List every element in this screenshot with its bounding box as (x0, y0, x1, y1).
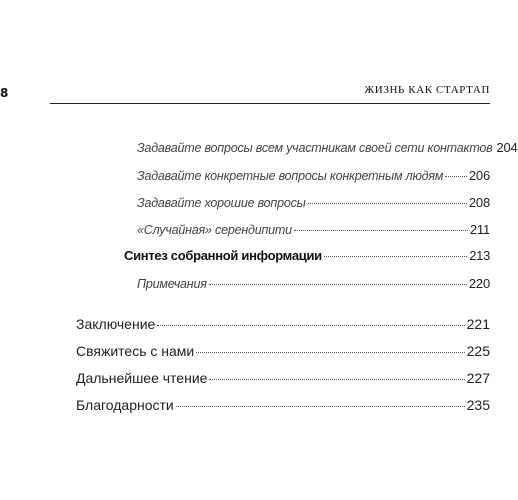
toc-entry-label: Дальнейшее чтение (76, 370, 208, 386)
toc-entry-label: Задавайте хорошие вопросы (137, 196, 306, 210)
toc-entry-label: Благодарности (76, 397, 174, 413)
toc-entry-sub[interactable] (137, 140, 518, 155)
toc-entry-page: 208 (468, 195, 490, 210)
toc-entry-label: «Случайная» серендипити (137, 223, 292, 237)
toc-entry-chapter[interactable] (76, 316, 490, 332)
toc-entry-page: 227 (466, 370, 490, 386)
running-head (50, 83, 490, 104)
dot-leader (294, 230, 468, 231)
toc-entry-label: Примечания (137, 277, 207, 291)
toc-entry-page: 221 (466, 316, 490, 332)
toc-entry-chapter[interactable] (76, 370, 490, 386)
toc-entry-page: 213 (469, 248, 490, 263)
toc-entry-sub[interactable] (137, 222, 490, 237)
toc-entry-page: 220 (468, 276, 490, 291)
toc-entry-page: 204 (496, 140, 518, 155)
toc-entry-label: Задавайте вопросы всем участникам своей сети контактов (137, 141, 493, 155)
toc-entry-page: 206 (468, 168, 490, 183)
dot-leader (196, 352, 464, 353)
dot-leader (157, 325, 464, 326)
toc-entry-page: 211 (469, 222, 490, 237)
toc-entry-section[interactable] (124, 248, 490, 263)
dot-leader (209, 379, 464, 380)
toc-entry-label: Свяжитесь с нами (76, 343, 195, 359)
toc-entry-sub[interactable] (137, 168, 490, 183)
dot-leader (176, 406, 465, 407)
toc-entry-sub[interactable] (137, 195, 490, 210)
page-number: 8 (0, 86, 9, 100)
toc-entry-page: 225 (466, 343, 490, 359)
dot-leader (445, 176, 467, 177)
dot-leader (209, 284, 467, 285)
toc-entry-notes[interactable] (137, 276, 490, 291)
dot-leader (324, 256, 467, 257)
toc-entry-label: Синтез собранной информации (124, 248, 322, 263)
toc-entry-label: Заключение (76, 316, 156, 332)
toc-entry-page: 235 (466, 397, 490, 413)
toc-entry-label: Задавайте конкретные вопросы конкретным людям (137, 169, 444, 183)
toc-entry-chapter[interactable] (76, 397, 490, 413)
toc-entry-chapter[interactable] (76, 343, 490, 359)
dot-leader (308, 203, 467, 204)
running-head-title: ЖИЗНЬ КАК СТАРТАП (364, 84, 490, 96)
